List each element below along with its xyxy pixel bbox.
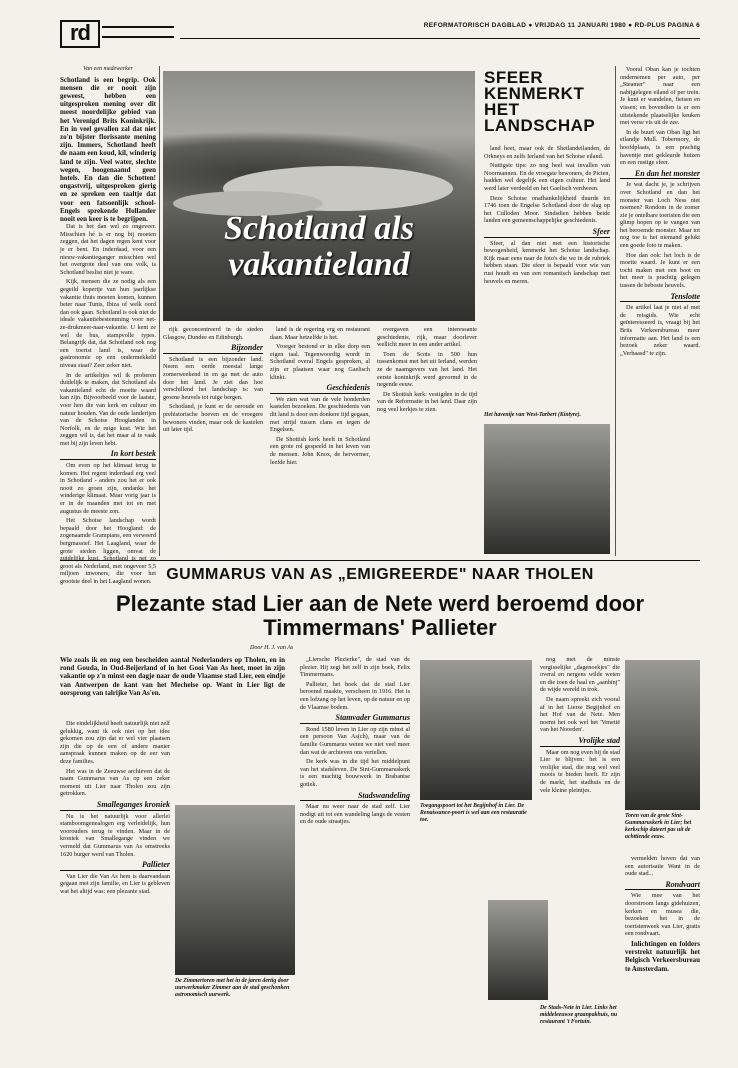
paragraph: vermelden hoven dat van een autorisatie Want in de oude stad... bbox=[625, 855, 700, 878]
article-intro: Schotland is een begrip. Ook mensen die er nooit zijn geweest, hebben een uitgesproken mening over dit meest noordelijke gebied van het Verenigd Brits Koninkrijk. En in veel gevallen zal dat niet zo'n bijster florissante mening zijn. Immers, Schotland heeft de naam een koud, kil, winderig land te zijn. Veel water, slechte wegen, hoogenaamd geen hotels. En dan die Schotten! ongastvrij, uitgesproken gierig en ze spreken een taaltje dat voor een fatsoenlijk school-Engels sprekende Hollander nooit een keer is te begrijpen. bbox=[60, 75, 156, 224]
paragraph: De kerk was in die tijd het middelpunt van het stadsleven. De Sint-Gummaruskerk is een machtig bouwwerk in Brabantse gotiek. bbox=[300, 758, 410, 788]
scotland-loch-photo bbox=[163, 71, 475, 321]
column-rule bbox=[615, 66, 616, 556]
scotland-col-3 bbox=[270, 326, 370, 556]
paragraph: Nu is het natuurlijk voor allerlei stamboomgenealogen erg verleidelijk, hun voorouders terug te vinden. Maar in de kroniek van Smallegange vinden we vermeld dat Gummarus van As omstreeks 1620 burger werd van Tholen. bbox=[60, 812, 170, 858]
subheading: Tenslotte bbox=[620, 293, 700, 303]
paragraph: Inlichtingen en folders verstrekt natuurlijk het Belgisch Verkeersbureau te Amsterdam. bbox=[625, 939, 700, 973]
gummaruskerk-photo bbox=[625, 660, 700, 810]
paragraph: Schotland is een bijzonder land. Neem een oerde meestal lange zomerweekend in en ga met de auto door het land. Je ziet dan hoe verschillend het landschap is: van groene heuvels tot ruige bergen. bbox=[163, 355, 263, 401]
subheading: Stadswandeling bbox=[300, 792, 410, 802]
paragraph: land is de regering erg en restaurant daan. Maar hetzelfde is het. bbox=[270, 326, 370, 341]
paragraph: Van Lier die Van As hem is daarvandaan gegaan met zijn familie, en Lier is gebleven wat het altijd was: een plezante stad. bbox=[60, 872, 170, 895]
paragraph: „Liersche Plezierke", de stad van de plezier. Hij zegt het zelf in zijn boek, Felix Timmermans. bbox=[300, 656, 410, 679]
subheading: Rondvaart bbox=[625, 881, 700, 891]
header-line: REFORMATORISCH DAGBLAD ● VRIJDAG 11 JANUARI 1980 ● RD-PLUS PAGINA 6 bbox=[423, 22, 700, 29]
paragraph: Vroeger bestond er in elke dorp een eigen taal. Tegenwoordig wordt in Schotland overal Engels gesproken, al zijn er plaatsen waar nog Gaelisch klinkt. bbox=[270, 343, 370, 381]
paragraph: Rond 1580 leven in Lier op zijn minst al een persoon Van As(ch), maar van de familie Gummarus weten we niet veel meer dan wat de archieven ons vertellen. bbox=[300, 725, 410, 756]
subheading: Sfeer bbox=[484, 228, 610, 238]
paragraph: In de artikeltjes wil ik proberen duidelijk te maken, dat Schotland als vakantieland echt de moeite waard kan zijn. Bijvoorbeeld voor de laatste, voor hen die van kerk en cultuur en natuur houden. Van de oude landerijen van de Schotse Hooglanden in Norfolk, en de ruige kust. Wie het zeggen wil is, dat het maar al te vaak met bij zijn leven hebt. bbox=[60, 371, 156, 447]
paragraph: Kijk, mensen die ze nodig als een gegeild kopertje van hun jaarlijkse vakantie thuis moeten komen, kunnen beter naar Tunis, Ibiza of welk oord dan ook gaan. Schotland is ook niet de ideale vakantiebestemming voor net-ze-drukmeer-naar-vakantie. U kent ze wel de bus, stampvolle types. Belangrijk dat, dat Schotland ook nog een toerist land is, waar de gastronomie op een ondermekkeld niveau staat? Zeer zeker niet. bbox=[60, 278, 156, 369]
subheading: Geschiedenis bbox=[270, 384, 370, 394]
paragraph: Je wat dacht je, je schrijven over Schotland en dan het monster van Loch Ness niet noemen? Rondom in de zomer zie je ontelbare toeristen die een glimp hopen op te vangen van het beroemde monster. Maar tot nog toe is het niemand gelukt een goede foto te maken. bbox=[620, 181, 700, 250]
paragraph: De artikel laat je niet af met de reisgids. Wie echt geïnteresseerd is, vraagt bij het Brits Verkeersbureau meer informatie aan. Het land is een bezoek zeker waard. „Verbaasd" te zijn. bbox=[620, 304, 700, 357]
begijnhof-photo bbox=[420, 660, 532, 800]
subheading: Vrolijke stad bbox=[540, 737, 620, 747]
paragraph: Vooral Oban kan je tochten ondernemen per auto, per „Steamer" naar een nabijgelegen eiland of per trein. Je kunt er wandelen, fietsen en vissen; en bovendien is er een uitstekende plaatselijke keuken met verse vis uit de zee. bbox=[620, 66, 700, 127]
scotland-col-4 bbox=[377, 326, 477, 556]
scotland-col-2 bbox=[163, 326, 263, 556]
header-rule-long bbox=[180, 38, 700, 39]
harbour-caption: Het havenije van West-Tarbert (Kintyre). bbox=[484, 412, 581, 418]
harbour-photo bbox=[484, 424, 610, 554]
paragraph: land heet, maar ook de Shetlandeilanden, de Orkneys en zelfs Ierland van het Schotse eiland. bbox=[484, 145, 610, 160]
article2-kicker: GUMMARUS VAN AS „EMIGREERDE" NAAR THOLEN bbox=[166, 566, 594, 583]
paragraph: rijk geconcentreerd in de steden Glasgow, Dundee en Edinburgh. bbox=[163, 326, 263, 341]
paragraph: De Shottish kerk heeft in Schotland een grote rol gespeeld in het leven van de mensen. John Knox, de hervormer, leefde hier. bbox=[270, 435, 370, 466]
subheading: Stamvader Gummarus bbox=[300, 714, 410, 724]
lier-col-2 bbox=[300, 656, 410, 1046]
paragraph: Het Schotse landschap wordt bepaald door het Hoogland: de zogenaamde Grampians, een verweerd bergmassief. Het Laagland, waar de grote steden liggen, omvat de zuidelijke kust. Schotland is net zo groot als Nederland, met ongeveer 5,5 miljoen inwoners, die voor het grootste deel in het Laagland wonen. bbox=[60, 517, 156, 585]
stads-nete-photo bbox=[488, 900, 548, 1000]
lier-col-3 bbox=[540, 656, 620, 896]
paragraph: Pallieter, het boek dat de stad Lier beroemd maakte, verscheen in 1916. Het is een lofzang op het leven, op de natuur en op de Vlaamse bodem. bbox=[300, 680, 410, 711]
subheading: Smalleganges kroniek bbox=[60, 801, 170, 811]
subheading: Bijzonder bbox=[163, 344, 263, 354]
photo-title: Schotland als vakantieland bbox=[224, 210, 414, 283]
paragraph: We zien wat van de vele honderden kastelen bezoeken. De geschiedenis van dit land is door een donkere tijd gegaan, met strijd tussen clans en tegen de Engelsen. bbox=[270, 395, 370, 434]
paragraph: De naam spreekt zich vooral af in het Lierse Begijnhof en het Hof van de Nete. Men noemt het ook wel het 'Venetië van het Noorden'. bbox=[540, 695, 620, 734]
zimmertoren-caption: De Zimmertoren met het in de jaren dertig door uurwerkmaker Zimmer aan de stad geschonken astronomisch uurwerk. bbox=[175, 978, 290, 998]
rd-logo: rd bbox=[60, 20, 100, 48]
scotland-col-1 bbox=[60, 66, 156, 585]
article2-title: Plezante stad Lier aan de Nete werd beroemd door Timmermans' Pallieter bbox=[115, 591, 645, 640]
subheading: In kort bestek bbox=[60, 450, 156, 460]
paragraph: Nuttigste tips: zo nog heel wat invallen van Noormannen. En de vroegste bewoners, de Picten, hadden wel degelijk een eigen cultuur. Het land werd later verdeeld en het Gaelisch verdween. bbox=[484, 162, 610, 192]
lier-col-1 bbox=[60, 720, 170, 1045]
section-rule bbox=[60, 560, 700, 561]
paragraph: Maar nu weer naar de stad zelf. Lier nodigt uit tot een wandeling langs de vesten en de oude straatjes. bbox=[300, 803, 410, 826]
article2-intro-box bbox=[60, 656, 285, 716]
paragraph: nog met de minste vergisselijke „dagenoekjes" die overal en nergens wilde weten en die toen de haal en „aanbinj" de wijde wereld in trok. bbox=[540, 656, 620, 694]
scotland-right-col bbox=[620, 66, 700, 556]
begijnhof-caption: Toegangspoort tot het Begijnhof in Lier. De Renaissance-poort is wel aan een restauratie toe. bbox=[420, 803, 527, 823]
paragraph: Maar om nog even bij de stad Lier te blijven: het is een vrolijke stad, die nog wel veel moois te bieden heeft. Er zijn de markt, het stadhuis en de vele kleine pleintjes. bbox=[540, 748, 620, 794]
paragraph: In de buurt van Oban ligt het eilandje Mull. Tobermory, de hoofdplaats, is een prachtig haventje met gekleurde huizen en een rustige sfeer. bbox=[620, 128, 700, 167]
column-rule bbox=[159, 66, 160, 556]
subheading: En dan het monster bbox=[620, 170, 700, 180]
gummaruskerk-caption: Toren van de grote Sint-Gummaruskerk in Lier; het kerkschip dateert pas uit de achttiende eeuw. bbox=[625, 813, 692, 840]
zimmertoren-photo bbox=[175, 805, 295, 975]
paragraph: overgaven een interessante geschiedenis, rijk, maar doorlever wellicht meer in een ander artikel. bbox=[377, 326, 477, 349]
paragraph: De Shottish kerk: vestigden in de tijd van de Reformatie in het land. Daar zijn nog veel kerkjes te zien. bbox=[377, 390, 477, 413]
paragraph: Hoe dan ook: het loch is de moeite waard. Je kunt er een tocht maken met een boot en het meer is prachtig gelegen tussen de beboste heuvels. bbox=[620, 251, 700, 290]
byline: Door H. J. van As bbox=[250, 645, 294, 651]
paragraph: Om even op het klimaat terug te komen. Het regent inderdaad erg veel in Schotland - anders zou het er ook nooit zo groen zijn, ondanks het winderige klimaat. Maar vorig jaar is er in de maanden mei tot en met augustus de meeste zon. bbox=[60, 462, 156, 515]
paragraph: Die eindelijkheid heeft natuurlijk niet zelf gelukkig, want ik ook niet op het idee gekomen zou zijn dat er wel vier plaatsen zijn die op de een of andere manier aanspraak kunnen maken op de eer van deze families. bbox=[60, 720, 170, 765]
article-intro: Wie zoals ik en nog een bescheiden aantal Nederlanders op Tholen, en in rond Gouda, in Oud-Beijerland of in het Gooi Van As heet, moet in zijn vakantie op z'n minst een dagje naar de oude Vlaamse stad Lier, een eindje van Antwerpen de kant van het Mechelse op. Want in Lier ligt de oorsprong van talrijke Van As'en. bbox=[60, 656, 285, 697]
paragraph: Wie mee van het doorstroom langs gidehuizen, kerken en musea die, bezoeken het in de toeristenweek van Lier, gratis een rondvaart. bbox=[625, 892, 700, 938]
masthead bbox=[60, 20, 700, 46]
stads-nete-caption: De Stads-Nete in Lier. Links het middeleeuwse graanpakhuis, nu restaurant 't Fortuin. bbox=[540, 1005, 618, 1025]
paragraph: Deze Schotse onafhankelijkheid duurde tot 1746 toen de Engelse Schotland door de slag op het Culloden Moor. Sindsdien hebben beide landen een gemeenschappelijke geschiedenis. bbox=[484, 194, 610, 225]
paragraph: Het was in de Zeeuwse archieven dat de naam Gummarus van As op een zeker moment uit Lier naar Tholen zou zijn getrokken. bbox=[60, 767, 170, 798]
sfeer-col bbox=[484, 145, 610, 410]
header-rule bbox=[102, 26, 174, 38]
sfeer-title: SFEER KENMERKT HET LANDSCHAP bbox=[484, 68, 596, 135]
article-kicker: Van een medewerker bbox=[83, 66, 133, 72]
paragraph: Toen de Scots in 500 hun tussenkomst met het uit Ierland, werden ze de naamgevers van het land. Het eerste koninkrijk werd gevormd in de negende eeuw. bbox=[377, 350, 477, 389]
lier-col-4 bbox=[625, 855, 700, 1050]
paragraph: Dat is het dan wel zo ongeveer. Misschien hé is er nog bij moeten zeggen, dat het dagen regen kent voor je er bent. En inderdaad, voor een nieuw-vakantieganger misschien wel het overgrote deel van ons volk, is Schotland beslist niet je ware. bbox=[60, 223, 156, 276]
subheading: Pallieter bbox=[60, 861, 170, 871]
paragraph: Schotland, je kunt er de oeroude en prehistorische hoeven en de vroegere bewoners vinden, maar ook de kastelen uit later tijd. bbox=[163, 403, 263, 434]
paragraph: Sfeer, al dan niet met een historische bewogenheid, kenmerkt het Schotse landschap. Kijk maar eens naar de foto's die we in de rubriek hebben staan. Die sfeer is bepaald voor wie van rust houdt en van een romantisch landschap met heuvels en meren. bbox=[484, 239, 610, 285]
